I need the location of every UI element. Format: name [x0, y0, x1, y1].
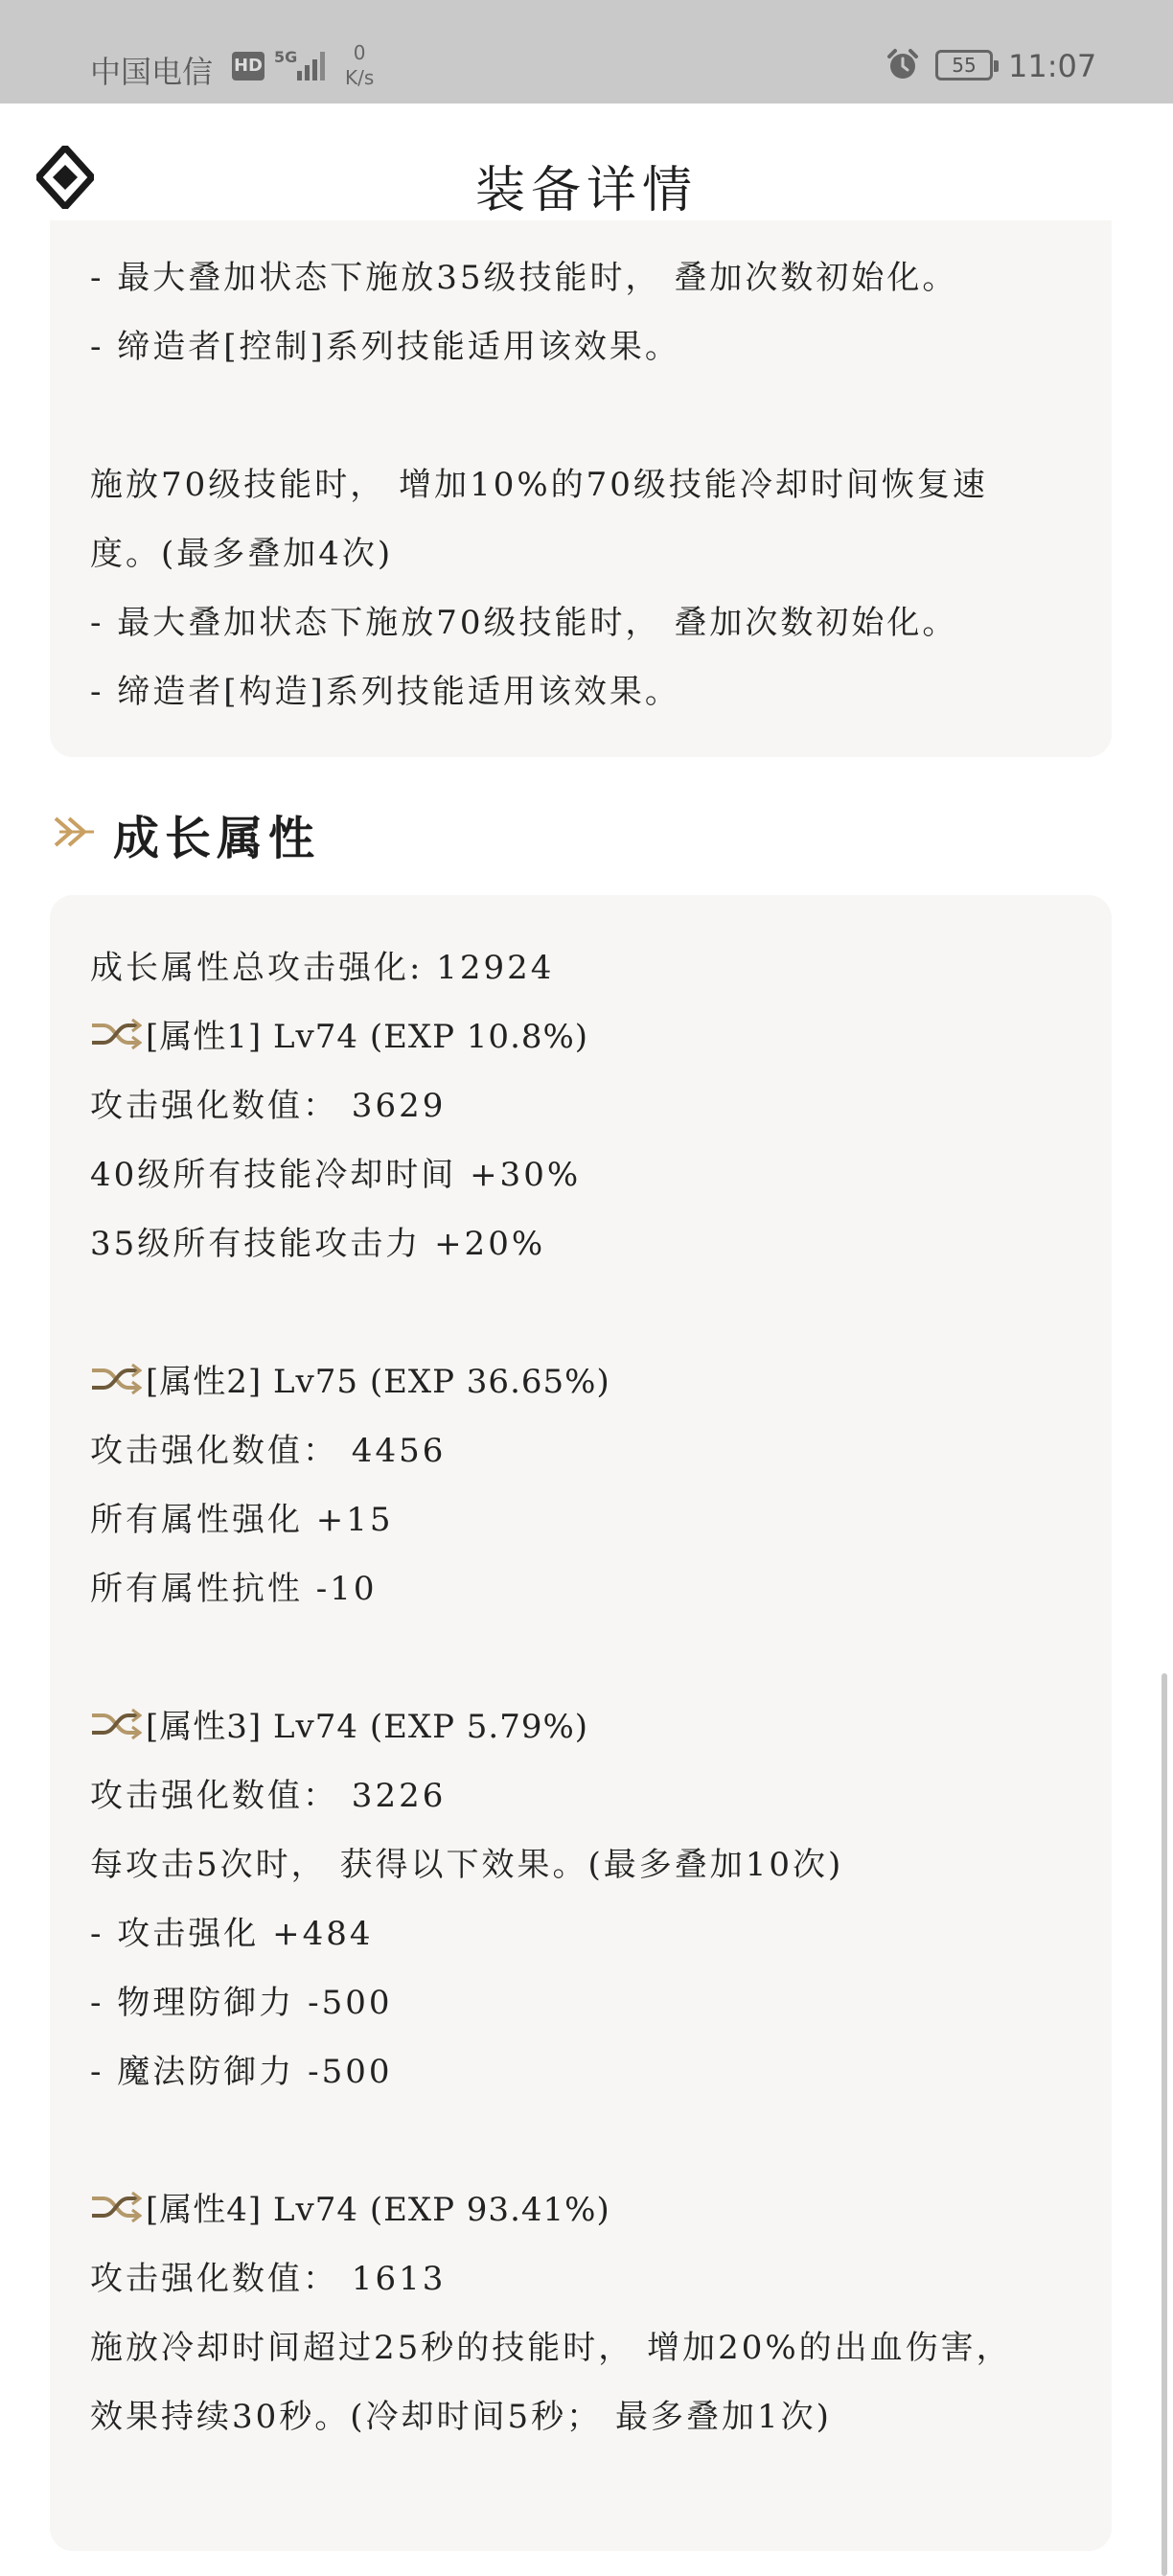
attribute-4-header: [90, 2183, 610, 2230]
clock: 11:07: [1008, 48, 1097, 84]
shuffle-icon: [90, 1363, 142, 1395]
attribute-line: 攻击强化数值： 1613: [90, 2260, 447, 2298]
effect-line: - 最大叠加状态下施放35级技能时， 叠加次数初始化。: [90, 259, 958, 297]
attribute-3-header: [90, 1700, 588, 1747]
attribute-line: 40级所有技能冷却时间 +30%: [90, 1156, 582, 1194]
attribute-line: 攻击强化数值： 3226: [90, 1777, 447, 1815]
attribute-line: - 魔法防御力 -500: [90, 2053, 393, 2091]
speed-value: 0: [353, 41, 366, 64]
attribute-line: - 物理防御力 -500: [90, 1984, 393, 2022]
status-bar: [0, 0, 1173, 104]
effect-line: - 缔造者[控制]系列技能适用该效果。: [90, 328, 680, 366]
attribute-header-text: [属性2] Lv75 (EXP 36.65%): [146, 1363, 610, 1401]
attribute-header-text: [属性3] Lv74 (EXP 5.79%): [146, 1708, 589, 1746]
effect-line: 度。(最多叠加4次): [90, 535, 394, 573]
signal-icon: [295, 50, 330, 80]
growth-section-title: 成长属性: [113, 812, 321, 865]
section-arrow-icon: [52, 815, 96, 849]
hd-badge: HD: [232, 52, 264, 80]
scrollbar[interactable]: [1162, 1673, 1167, 2576]
attribute-line: - 攻击强化 +484: [90, 1915, 374, 1953]
attribute-line: 攻击强化数值： 3629: [90, 1087, 447, 1125]
speed-unit: K/s: [345, 66, 375, 89]
effect-line: 施放70级技能时， 增加10%的70级技能冷却时间恢复速: [90, 466, 988, 504]
network-type: 5G: [274, 48, 298, 66]
attribute-header-text: [属性4] Lv74 (EXP 93.41%): [146, 2191, 610, 2229]
attribute-2-header: [90, 1355, 610, 1402]
attribute-header-text: [属性1] Lv74 (EXP 10.8%): [146, 1018, 589, 1056]
shuffle-icon: [90, 1018, 142, 1050]
shuffle-icon: [90, 2191, 142, 2223]
carrier-name: 中国电信: [90, 54, 214, 90]
attribute-line: 所有属性强化 +15: [90, 1501, 394, 1539]
growth-total: 成长属性总攻击强化: 12924: [90, 949, 555, 987]
page-title: 装备详情: [474, 162, 698, 219]
attribute-line: 效果持续30秒。(冷却时间5秒； 最多叠加1次): [90, 2398, 832, 2436]
attribute-1-header: [90, 1010, 588, 1057]
effect-line: - 最大叠加状态下施放70级技能时， 叠加次数初始化。: [90, 604, 958, 642]
attribute-line: 35级所有技能攻击力 +20%: [90, 1225, 546, 1263]
attribute-line: 攻击强化数值： 4456: [90, 1432, 447, 1470]
shuffle-icon: [90, 1708, 142, 1740]
attribute-line: 每攻击5次时， 获得以下效果。(最多叠加10次): [90, 1846, 844, 1884]
attribute-line: 施放冷却时间超过25秒的技能时， 增加20%的出血伤害，: [90, 2329, 1012, 2367]
battery-indicator: 55: [935, 50, 993, 80]
network-speed: [345, 40, 374, 90]
attribute-line: 所有属性抗性 -10: [90, 1570, 378, 1608]
effect-line: - 缔造者[构造]系列技能适用该效果。: [90, 673, 680, 711]
alarm-icon: [886, 48, 920, 82]
